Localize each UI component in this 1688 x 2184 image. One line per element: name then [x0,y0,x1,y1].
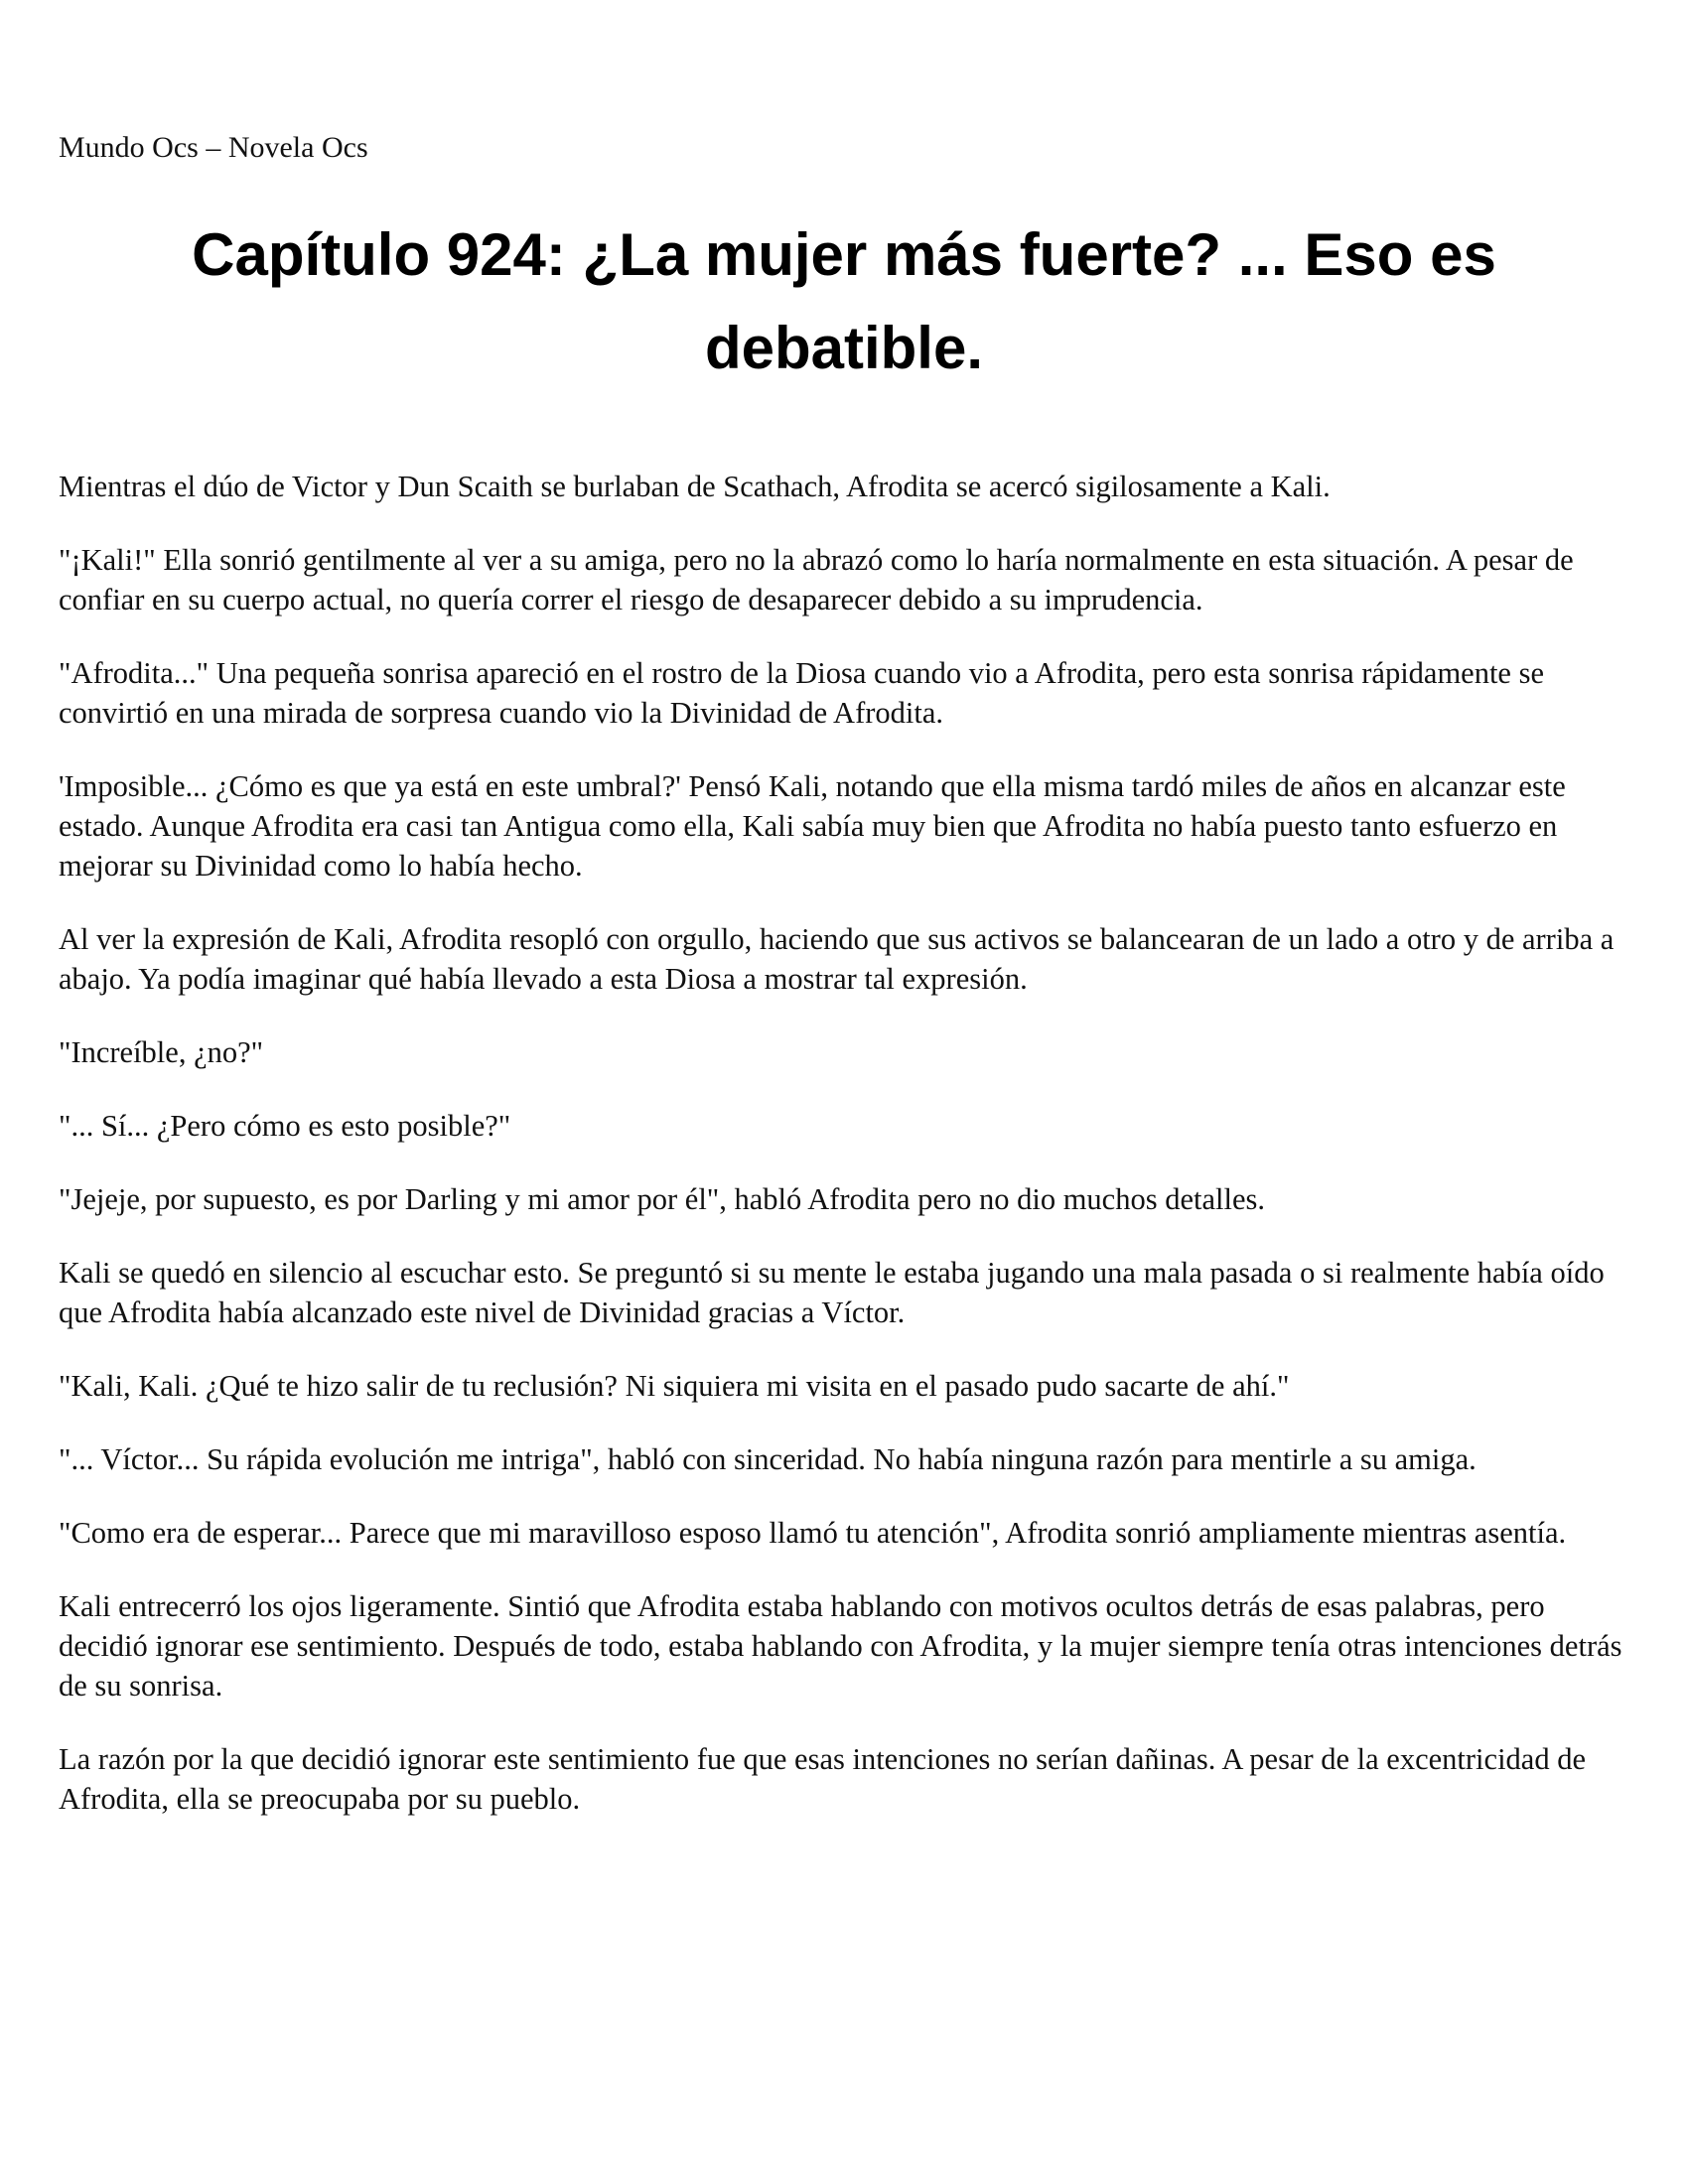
document-header: Mundo Ocs – Novela Ocs [59,131,368,164]
chapter-title: Capítulo 924: ¿La mujer más fuerte? ... Eso es debatible. [192,221,1496,381]
paragraph: "Increíble, ¿no?" [59,1035,264,1069]
paragraph: Kali entrecerró los ojos ligeramente. Sintió que Afrodita estaba hablando con motivos ocultos detrás de esas palabras, pero decidió ignorar ese sentimiento. Después de todo, estaba hablando con Afrodita, y la mujer siempre tenía otras intenciones detrás de su sonrisa. [59,1589,1622,1703]
paragraph: 'Imposible... ¿Cómo es que ya está en este umbral?' Pensó Kali, notando que ella misma tardó miles de años en alcanzar este estado. Aunque Afrodita era casi tan Antigua como ella, Kali sabía muy bien que Afrodita no había puesto tanto esfuerzo en mejorar su Divinidad como lo había hecho. [59,769,1566,883]
paragraph: Kali se quedó en silencio al escuchar esto. Se preguntó si su mente le estaba jugando una mala pasada o si realmente había oído que Afrodita había alcanzado este nivel de Divinidad gracias a Víctor. [59,1256,1605,1329]
paragraph: Mientras el dúo de Victor y Dun Scaith se burlaban de Scathach, Afrodita se acercó sigilosamente a Kali. [59,470,1331,503]
paragraph: "... Sí... ¿Pero cómo es esto posible?" [59,1109,511,1143]
paragraph: "Jejeje, por supuesto, es por Darling y mi amor por él", habló Afrodita pero no dio muchos detalles. [59,1182,1265,1216]
paragraph: "¡Kali!" Ella sonrió gentilmente al ver a su amiga, pero no la abrazó como lo haría normalmente en esta situación. A pesar de confiar en su cuerpo actual, no quería correr el riesgo de desaparecer debido a su imprudencia. [59,543,1574,616]
paragraph: Al ver la expresión de Kali, Afrodita resopló con orgullo, haciendo que sus activos se balancearan de un lado a otro y de arriba a abajo. Ya podía imaginar qué había llevado a esta Diosa a mostrar tal expresión. [59,922,1615,996]
paragraph: "Como era de esperar... Parece que mi maravilloso esposo llamó tu atención", Afrodita sonrió ampliamente mientras asentía. [59,1516,1567,1550]
paragraph: La razón por la que decidió ignorar este sentimiento fue que esas intenciones no serían dañinas. A pesar de la excentricidad de Afrodita, ella se preocupaba por su pueblo. [59,1742,1586,1816]
paragraph: "... Víctor... Su rápida evolución me intriga", habló con sinceridad. No había ninguna razón para mentirle a su amiga. [59,1442,1477,1476]
chapter-body [59,467,1632,1852]
paragraph: "Kali, Kali. ¿Qué te hizo salir de tu reclusión? Ni siquiera mi visita en el pasado pudo sacarte de ahí." [59,1369,1290,1403]
paragraph: "Afrodita..." Una pequeña sonrisa apareció en el rostro de la Diosa cuando vio a Afrodita, pero esta sonrisa rápidamente se convirtió en una mirada de sorpresa cuando vio la Divinidad de Afrodita. [59,656,1545,730]
